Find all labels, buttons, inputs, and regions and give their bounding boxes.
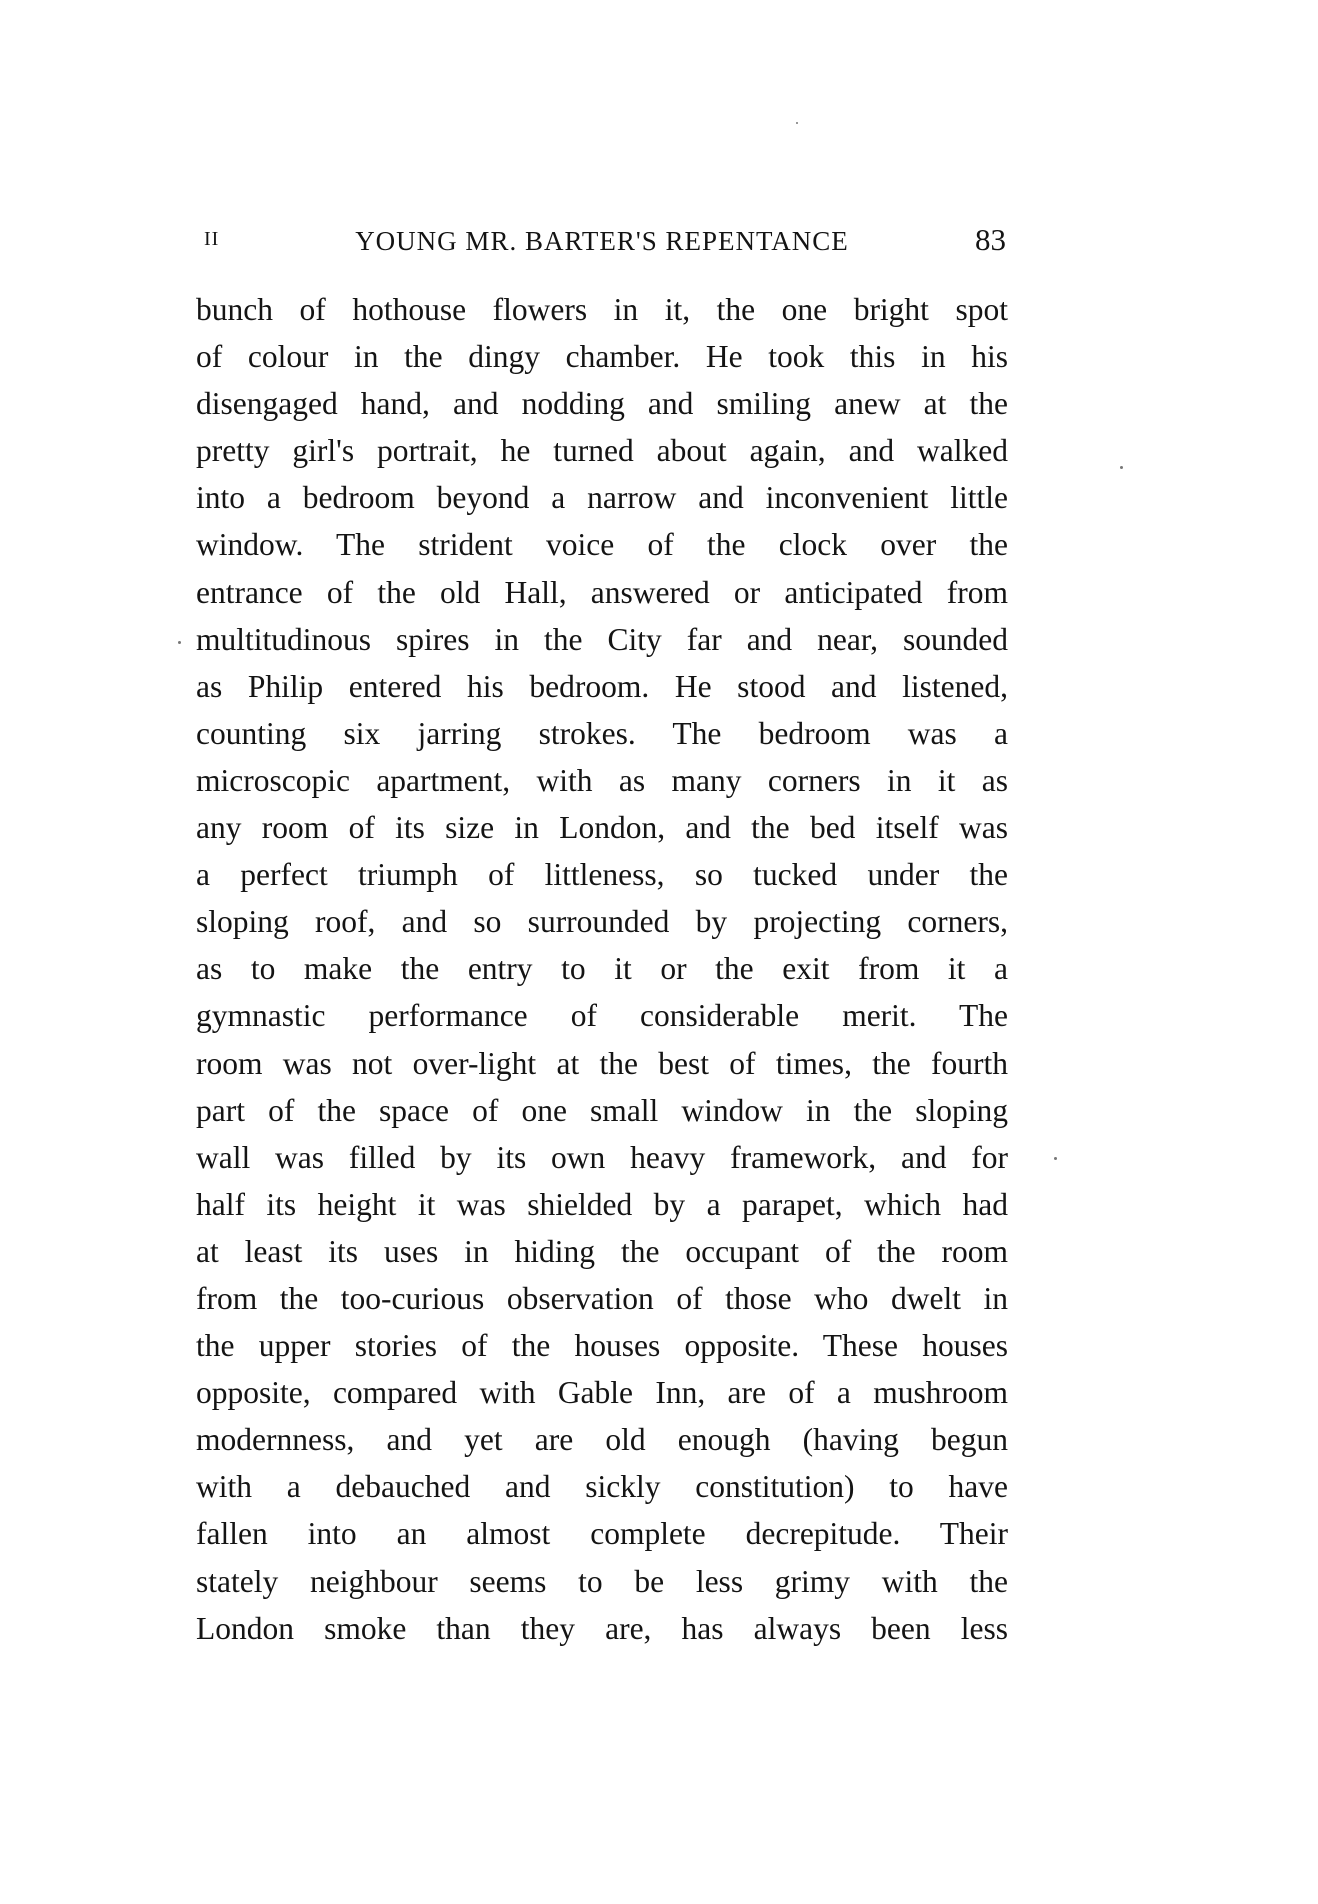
text-line: entrance of the old Hall, answered or anticipated from [196, 574, 1008, 610]
scan-speck [178, 641, 181, 644]
running-header [198, 222, 1006, 262]
text-line: stately neighbour seems to be less grimy with the [196, 1563, 1008, 1599]
text-line: part of the space of one small window in the sloping [196, 1092, 1008, 1128]
text-line: London smoke than they are, has always been less [196, 1610, 1008, 1646]
text-line: gymnastic performance of considerable merit. The [196, 998, 1008, 1034]
text-line: counting six jarring strokes. The bedroom was a [196, 715, 1008, 751]
text-line: with a debauched and sickly constitution) to have [196, 1469, 1008, 1505]
text-line: wall was filled by its own heavy framework, and for [196, 1139, 1008, 1175]
body-text [196, 286, 1008, 1652]
scan-speck [1120, 466, 1123, 469]
text-line: any room of its size in London, and the bed itself was [196, 810, 1008, 846]
text-line: modernness, and yet are old enough (having begun [196, 1422, 1008, 1458]
text-line: as Philip entered his bedroom. He stood and listened, [196, 668, 1008, 704]
text-line: opposite, compared with Gable Inn, are of a mushroom [196, 1375, 1008, 1411]
text-line: bunch of hothouse flowers in it, the one bright spot [196, 292, 1008, 327]
text-line: disengaged hand, and nodding and smiling anew at the [196, 386, 1008, 422]
scan-speck [796, 122, 798, 124]
running-title: YOUNG MR. BARTER'S REPENTANCE [355, 226, 849, 256]
page-number: 83 [975, 222, 1006, 257]
text-line: pretty girl's portrait, he turned about again, and walked [196, 433, 1008, 469]
chapter-number: II [204, 228, 220, 250]
text-line: window. The strident voice of the clock over the [196, 527, 1008, 563]
text-line: of colour in the dingy chamber. He took this in his [196, 339, 1008, 375]
text-line: a perfect triumph of littleness, so tucked under the [196, 857, 1008, 893]
scan-speck [1054, 1157, 1057, 1160]
text-line: as to make the entry to it or the exit from it a [196, 951, 1008, 987]
text-line: the upper stories of the houses opposite. These houses [196, 1328, 1008, 1364]
text-line: room was not over-light at the best of times, the fourth [196, 1045, 1008, 1081]
text-line: from the too-curious observation of those who dwelt in [196, 1280, 1008, 1316]
text-line: into a bedroom beyond a narrow and inconvenient little [196, 480, 1008, 516]
text-line: multitudinous spires in the City far and near, sounded [196, 621, 1008, 657]
text-line: fallen into an almost complete decrepitude. Their [196, 1516, 1008, 1552]
text-line: sloping roof, and so surrounded by projecting corners, [196, 904, 1008, 940]
text-line: at least its uses in hiding the occupant of the room [196, 1233, 1008, 1269]
text-line: half its height it was shielded by a parapet, which had [196, 1186, 1008, 1222]
text-line: microscopic apartment, with as many corners in it as [196, 762, 1008, 798]
